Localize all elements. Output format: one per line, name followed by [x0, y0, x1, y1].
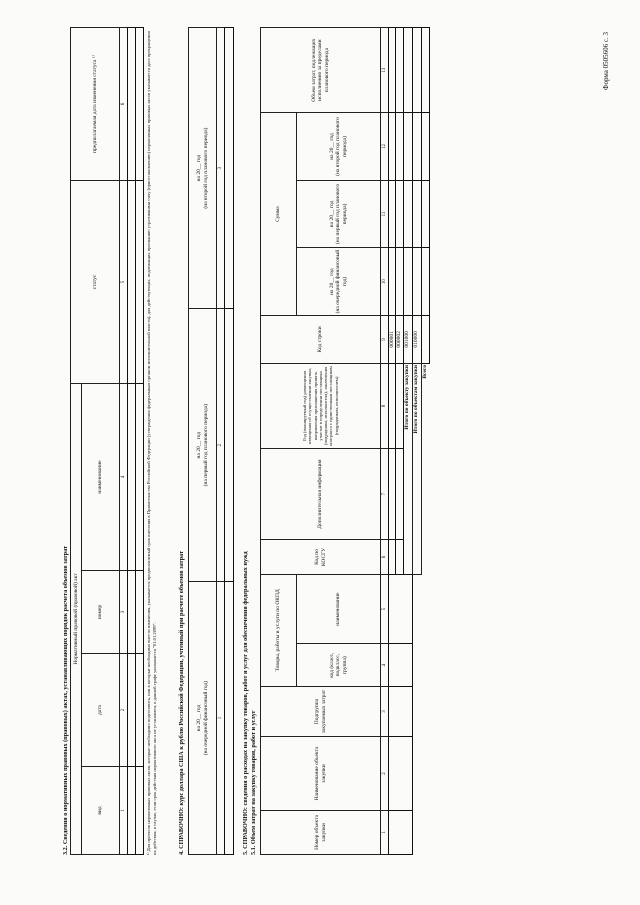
sum-group-header: Сумма: [261, 113, 297, 316]
num-cell: 13: [381, 28, 389, 113]
col-placement-year: Год (планируемый год) размещения извещения об осуществлении закупки, направления приглашения принять участие в определении поставщика (подрядчика, исполнителя), заключения контракта с единственным поставщиком (подрядчиком, исполнителем): [261, 363, 381, 448]
rate-col-current-year: на 20__ год (на очередной финансовый год): [189, 582, 217, 855]
col-beyond-plan: Объем затрат, подлежащих исполнению за пределами планового периода: [261, 28, 381, 113]
footnote: ¹⁾ Для проектов нормативных правовых актов, которые необходимо подготовить, или в которые необходимо внести изменения, указывается предполагаемый срок внесения в Правительство Российской Федерации (утверждения федеральным органом исполнительной власти), для действующих, подлежащих признанию утратившими силу (приостановлению) нормативных правовых актов указывается дата прекращения их действия, в случае, если срок действия нормативного акта не установлен, в данной графе указывается "01.01.2099".: [146, 31, 157, 855]
normative-acts-table: [70, 27, 144, 855]
rate-col-second-plan-year: на 20__ год (на второй год планового периода): [189, 28, 217, 309]
data-cell: [412, 28, 421, 113]
rate-col-first-plan-year: на 20__ год (на первый год планового периода): [189, 309, 217, 582]
col-line-code: Код строки: [261, 315, 381, 363]
data-cell: [389, 180, 396, 248]
data-cell: [128, 767, 136, 855]
blank: [421, 540, 429, 575]
sum-col-first-plan-year: на 20__ год (на первый год планового периода): [297, 180, 381, 248]
blank: [412, 686, 421, 736]
data-cell: [136, 767, 144, 855]
col-date: дата: [82, 654, 120, 767]
num-cell: 3: [381, 686, 389, 736]
data-cell: [421, 28, 429, 113]
data-cell: [225, 309, 234, 582]
col-object-name: Наименование объекта закупки: [261, 737, 381, 811]
grand-total-label: Всего: [422, 364, 429, 379]
data-cell: [412, 248, 421, 316]
num-cell: 5: [381, 574, 389, 644]
blank: [421, 449, 429, 540]
col-status-change-date: предполагаемая дата изменения статуса ¹⁾: [71, 28, 120, 181]
num-cell: 4: [381, 644, 389, 686]
data-cell: [225, 582, 234, 855]
num-cell: 4: [120, 384, 128, 571]
line-code-cell: 000002: [396, 315, 403, 363]
col-kosgu: Код по КОСГУ: [261, 540, 381, 575]
num-cell: 2: [217, 309, 225, 582]
col-object-number: Номер объекта закупки: [261, 810, 381, 854]
data-cell: [128, 181, 136, 384]
blank: [421, 644, 429, 686]
col-number: номер: [82, 571, 120, 654]
data-cell: [389, 686, 413, 736]
data-cell: [128, 654, 136, 767]
data-cell: [389, 28, 396, 113]
data-cell: [403, 180, 412, 248]
data-cell: [389, 248, 396, 316]
col-name: наименование: [82, 384, 120, 571]
data-cell: [412, 180, 421, 248]
blank: [412, 644, 421, 686]
data-cell: [389, 574, 413, 644]
blank: [421, 737, 429, 811]
section-3-2-title: 3.2. Сведения о нормативных правовых (правовых) актах, устанавливающих порядок расчета объемов затрат: [62, 545, 69, 855]
data-cell: [421, 113, 429, 181]
blank: [421, 810, 429, 854]
num-cell: 1: [381, 810, 389, 854]
usd-rate-table: [188, 27, 234, 855]
okpd-group-header: Товары, работы и услуги по ОКПД: [261, 574, 297, 686]
data-cell: [389, 810, 413, 854]
num-cell: 1: [120, 767, 128, 855]
data-cell: [128, 28, 136, 181]
sum-col-second-plan-year: на 20__ год (на второй год планового периода): [297, 113, 381, 181]
num-cell: 2: [120, 654, 128, 767]
section-4-title: 4. СПРАВОЧНО: курс доллара США к рублю Российской Федерации, учтенный при расчете объемов затрат: [178, 550, 185, 855]
data-cell: [403, 113, 412, 181]
data-cell: [389, 644, 413, 686]
num-cell: 9: [381, 315, 389, 363]
col-okpd-name: наименование: [297, 574, 381, 644]
subtotal-label: Итого по объекту закупки: [403, 363, 412, 574]
section-5-1-subtitle: 5.1. Объем затрат на закупку товаров, работ и услуг: [250, 710, 257, 855]
data-cell: [225, 28, 234, 309]
data-cell: [412, 113, 421, 181]
data-cell: [136, 28, 144, 181]
num-cell: 8: [381, 363, 389, 448]
blank: [421, 574, 429, 644]
num-cell: 5: [120, 181, 128, 384]
data-cell: [421, 315, 429, 363]
num-cell: 7: [381, 449, 389, 540]
col-extra-info: Дополнительная информация: [261, 449, 381, 540]
procurement-costs-table: [260, 27, 430, 855]
data-cell: [396, 28, 403, 113]
data-cell: [403, 28, 412, 113]
data-cell: [396, 180, 403, 248]
data-cell: [396, 248, 403, 316]
line-code-cell: 000001: [389, 315, 396, 363]
data-cell: [136, 181, 144, 384]
num-cell: 3: [217, 28, 225, 309]
subtotal-code: 001000: [403, 315, 412, 363]
normative-act-group-header: Нормативный правовой (правовой) акт: [71, 384, 82, 855]
blank: [412, 737, 421, 811]
num-cell: 11: [381, 180, 389, 248]
sum-col-current-year: на 20__ год (на очередной финансовый год): [297, 248, 381, 316]
data-cell: [403, 248, 412, 316]
data-cell: [421, 248, 429, 316]
data-cell: [389, 737, 413, 811]
num-cell: 6: [120, 28, 128, 181]
blank: [412, 810, 421, 854]
data-cell: [136, 654, 144, 767]
data-cell: [396, 363, 403, 448]
num-cell: 3: [120, 571, 128, 654]
num-cell: 2: [381, 737, 389, 811]
num-cell: 12: [381, 113, 389, 181]
form-code: Форма 0505606 с. 3: [602, 31, 610, 90]
data-cell: [128, 571, 136, 654]
col-cost-subgroup: Подгруппа закупаемых затрат: [261, 686, 381, 736]
data-cell: [389, 540, 396, 575]
num-cell: 6: [381, 540, 389, 575]
blank: [412, 574, 421, 644]
data-cell: [389, 363, 396, 448]
data-cell: [136, 384, 144, 571]
col-kind: вид: [82, 767, 120, 855]
data-cell: [128, 384, 136, 571]
blank: [421, 686, 429, 736]
data-cell: [136, 571, 144, 654]
data-cell: [421, 180, 429, 248]
num-cell: 10: [381, 248, 389, 316]
col-status: статус: [71, 181, 120, 384]
data-cell: [396, 113, 403, 181]
total-label: Итого по объектам закупки: [412, 363, 421, 574]
data-cell: [396, 540, 403, 575]
num-cell: 1: [217, 582, 225, 855]
data-cell: [389, 113, 396, 181]
total-code: 010000: [412, 315, 421, 363]
data-cell: [396, 449, 403, 540]
col-okpd-code: код (класс, подкласс, группа): [297, 644, 381, 686]
data-cell: [389, 449, 396, 540]
section-5-title: 5. СПРАВОЧНО: сведения о расходах на закупку товаров, работ и услуг для обеспечения федеральных нужд: [242, 551, 249, 855]
